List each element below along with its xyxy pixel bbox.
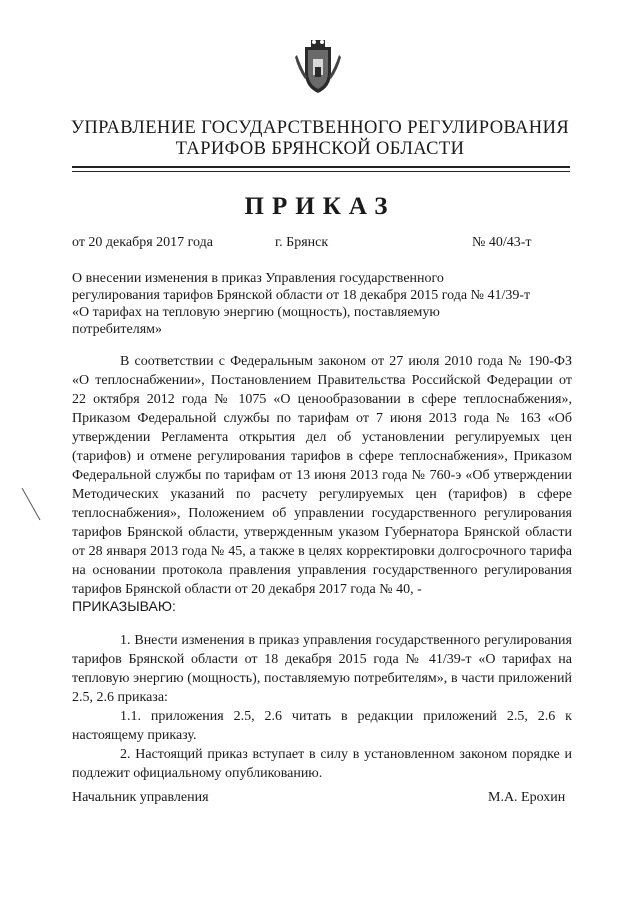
org-name-line2: ТАРИФОВ БРЯНСКОЙ ОБЛАСТИ bbox=[175, 139, 465, 159]
document-city: г. Брянск bbox=[275, 235, 329, 250]
preamble-paragraph: В соответствии с Федеральным законом от 27 июля 2010 года № 190-ФЗ «О теплоснабжении», Постановлением Правительства Российской Федерации от 22 октября 2012 года № 1075 «О ценообразовании в сфере теплоснабжения», Приказом Федеральной службы по тарифам от 7 июня 2013 года № 163 «Об утверждении Регламента открытия дел об установлении регулируемых цен (тарифов) и отмене регулирования тарифов в сфере теплоснабжения», Приказом Федеральной службы по тарифам от 13 июня 2013 года № 760-э «Об утверждении Методических указаний по расчету регулируемых цен (тарифов) в сфере теплоснабжения», Положением об управлении государственного регулирования тарифов Брянской области, утвержденным указом Губернатора Брянской области от 28 января 2013 года № 45, а также в целях корректировки долгосрочного тарифа на основании протокола правления управления государственного регулирования тарифов Брянской области от 20 декабря 2017 года № 40, - bbox=[72, 354, 572, 597]
order-items bbox=[72, 631, 572, 783]
coat-of-arms-icon bbox=[295, 37, 341, 95]
document-date: от 20 декабря 2017 года bbox=[72, 235, 213, 250]
header-divider-thin bbox=[72, 171, 570, 172]
org-name-line1: УПРАВЛЕНИЕ ГОСУДАРСТВЕННОГО РЕГУЛИРОВАНИЯ bbox=[70, 118, 570, 138]
signature-name: М.А. Ерохин bbox=[488, 790, 566, 805]
signature-title: Начальник управления bbox=[72, 790, 209, 805]
order-word: ПРИКАЗЫВАЮ: bbox=[72, 598, 176, 614]
margin-pen-mark bbox=[18, 486, 46, 526]
document-subject: О внесении изменения в приказ Управления государственного регулирования тарифов Брянской области от 18 декабря 2015 года № 41/39-т «О тарифах на тепловую энергию (мощность), поставляемую потребителям» bbox=[72, 271, 531, 337]
document-number: № 40/43-т bbox=[472, 235, 532, 250]
header-divider-thick bbox=[72, 166, 570, 168]
document-title: ПРИКАЗ bbox=[244, 193, 396, 220]
order-item-2: 2. Настоящий приказ вступает в силу в установленном законом порядке и подлежит официальному опубликованию. bbox=[72, 747, 572, 781]
order-item-1-1: 1.1. приложения 2.5, 2.6 читать в редакции приложений 2.5, 2.6 к настоящему приказу. bbox=[72, 709, 572, 743]
order-item-1: 1. Внести изменения в приказ управления государственного регулирования тарифов Брянской области от 18 декабря 2015 года № 41/39-т «О тарифах на тепловую энергию (мощность), поставляемую потребителям», в части приложений 2.5, 2.6 приказа: bbox=[72, 633, 572, 705]
